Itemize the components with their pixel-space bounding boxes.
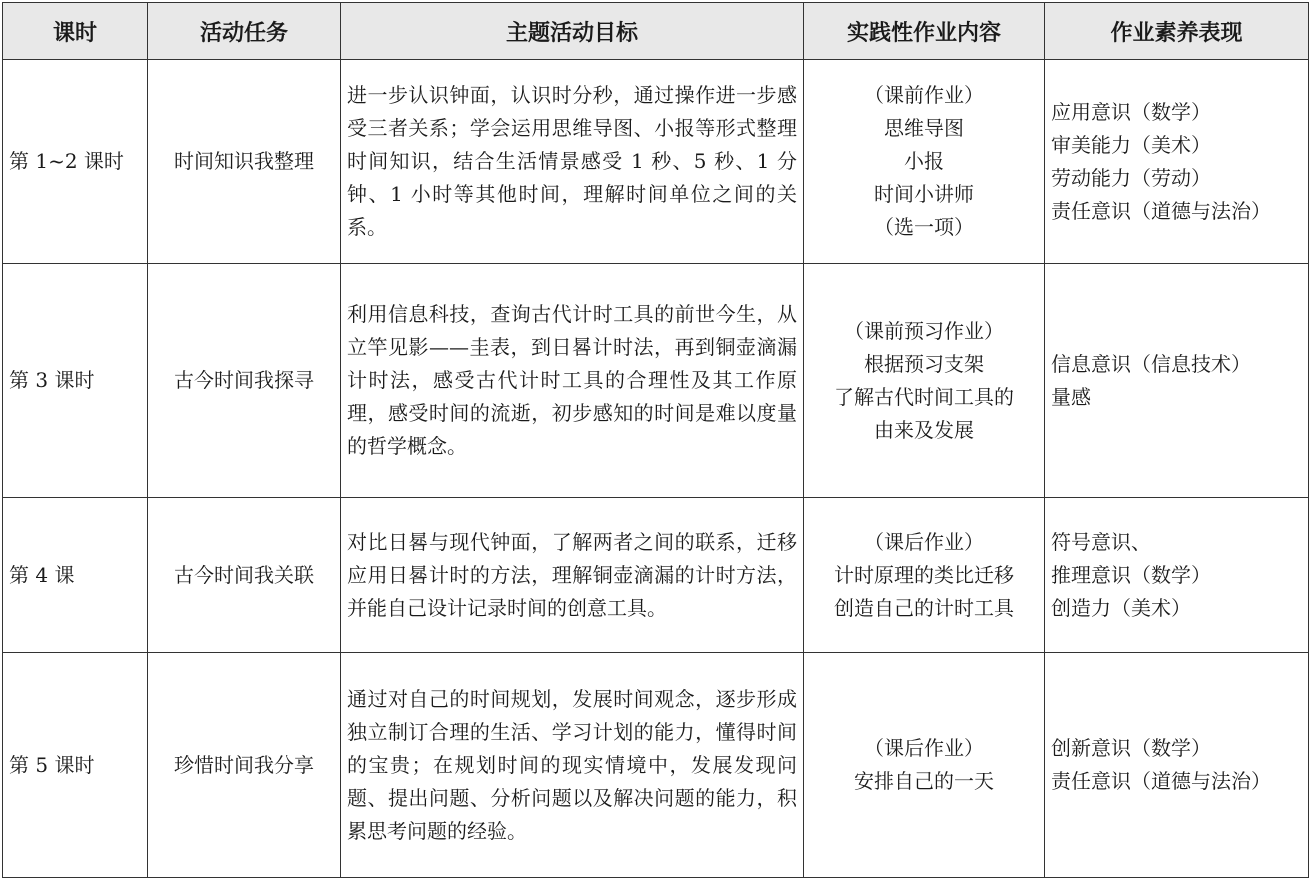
homework-line: （课后作业） bbox=[864, 736, 984, 760]
homework-line: 小报 bbox=[904, 149, 944, 173]
lesson-cell: 第 1~2 课时 bbox=[3, 60, 148, 264]
table-row bbox=[3, 264, 1309, 498]
literacy-cell bbox=[1045, 498, 1309, 653]
homework-cell bbox=[804, 264, 1045, 498]
task-cell: 古今时间我探寻 bbox=[148, 264, 341, 498]
literacy-line: 责任意识（道德与法治） bbox=[1051, 198, 1271, 223]
header-literacy: 作业素养表现 bbox=[1045, 3, 1309, 60]
lesson-cell: 第 5 课时 bbox=[3, 653, 148, 878]
literacy-line: 信息意识（信息技术） bbox=[1051, 351, 1251, 376]
literacy-line: 应用意识（数学） bbox=[1051, 99, 1211, 124]
header-row bbox=[3, 3, 1309, 60]
homework-line: 创造自己的计时工具 bbox=[834, 595, 1014, 620]
literacy-line: 创新意识（数学） bbox=[1051, 736, 1211, 760]
literacy-line: 劳动能力（劳动） bbox=[1051, 165, 1211, 190]
literacy-line: 审美能力（美术） bbox=[1051, 132, 1211, 157]
goal-cell: 通过对自己的时间规划，发展时间观念，逐步形成独立制订合理的生活、学习计划的能力，懂得时间的宝贵；在规划时间的现实情境中，发展发现问题、提出问题、分析问题以及解决问题的能力，积累思考问题的经验。 bbox=[341, 653, 804, 878]
literacy-line: 创造力（美术） bbox=[1051, 595, 1191, 620]
task-cell: 古今时间我关联 bbox=[148, 498, 341, 653]
homework-line: 思维导图 bbox=[884, 116, 964, 140]
table-row bbox=[3, 653, 1309, 878]
homework-line: 安排自己的一天 bbox=[854, 769, 994, 793]
homework-cell bbox=[804, 653, 1045, 878]
homework-line: 时间小讲师 bbox=[874, 182, 974, 206]
homework-line: （课前作业） bbox=[864, 83, 984, 107]
literacy-line: 量感 bbox=[1051, 384, 1091, 409]
homework-line: 了解古代时间工具的 bbox=[834, 384, 1014, 409]
homework-line: （课前预习作业） bbox=[844, 318, 1004, 343]
header-goal: 主题活动目标 bbox=[341, 3, 804, 60]
header-lesson: 课时 bbox=[3, 3, 148, 60]
task-cell: 珍惜时间我分享 bbox=[148, 653, 341, 878]
lesson-plan-table bbox=[2, 2, 1309, 878]
homework-line: （课后作业） bbox=[864, 529, 984, 554]
literacy-line: 推理意识（数学） bbox=[1051, 562, 1211, 587]
goal-cell: 进一步认识钟面，认识时分秒，通过操作进一步感受三者关系；学会运用思维导图、小报等形式整理时间知识，结合生活情景感受 1 秒、5 秒、1 分钟、1 小时等其他时间，理解时间单位之间的关系。 bbox=[341, 60, 804, 264]
literacy-line: 责任意识（道德与法治） bbox=[1051, 769, 1271, 793]
goal-cell: 利用信息科技，查询古代计时工具的前世今生，从立竿见影——圭表，到日晷计时法，再到铜壶滴漏计时法，感受古代计时工具的合理性及其工作原理，感受时间的流逝，初步感知的时间是难以度量的哲学概念。 bbox=[341, 264, 804, 498]
header-task: 活动任务 bbox=[148, 3, 341, 60]
homework-line: （选一项） bbox=[874, 215, 974, 239]
lesson-cell: 第 3 课时 bbox=[3, 264, 148, 498]
table-row bbox=[3, 60, 1309, 264]
table-header bbox=[3, 3, 1309, 60]
task-cell: 时间知识我整理 bbox=[148, 60, 341, 264]
goal-cell: 对比日晷与现代钟面，了解两者之间的联系，迁移应用日晷计时的方法，理解铜壶滴漏的计时方法，并能自己设计记录时间的创意工具。 bbox=[341, 498, 804, 653]
homework-line: 由来及发展 bbox=[874, 417, 974, 442]
homework-line: 计时原理的类比迁移 bbox=[834, 562, 1014, 587]
table-row bbox=[3, 498, 1309, 653]
header-homework: 实践性作业内容 bbox=[804, 3, 1045, 60]
homework-cell bbox=[804, 498, 1045, 653]
literacy-cell bbox=[1045, 264, 1309, 498]
homework-line: 根据预习支架 bbox=[864, 351, 984, 376]
literacy-cell bbox=[1045, 60, 1309, 264]
literacy-line: 符号意识、 bbox=[1051, 529, 1151, 554]
lesson-cell: 第 4 课 bbox=[3, 498, 148, 653]
homework-cell bbox=[804, 60, 1045, 264]
literacy-cell bbox=[1045, 653, 1309, 878]
